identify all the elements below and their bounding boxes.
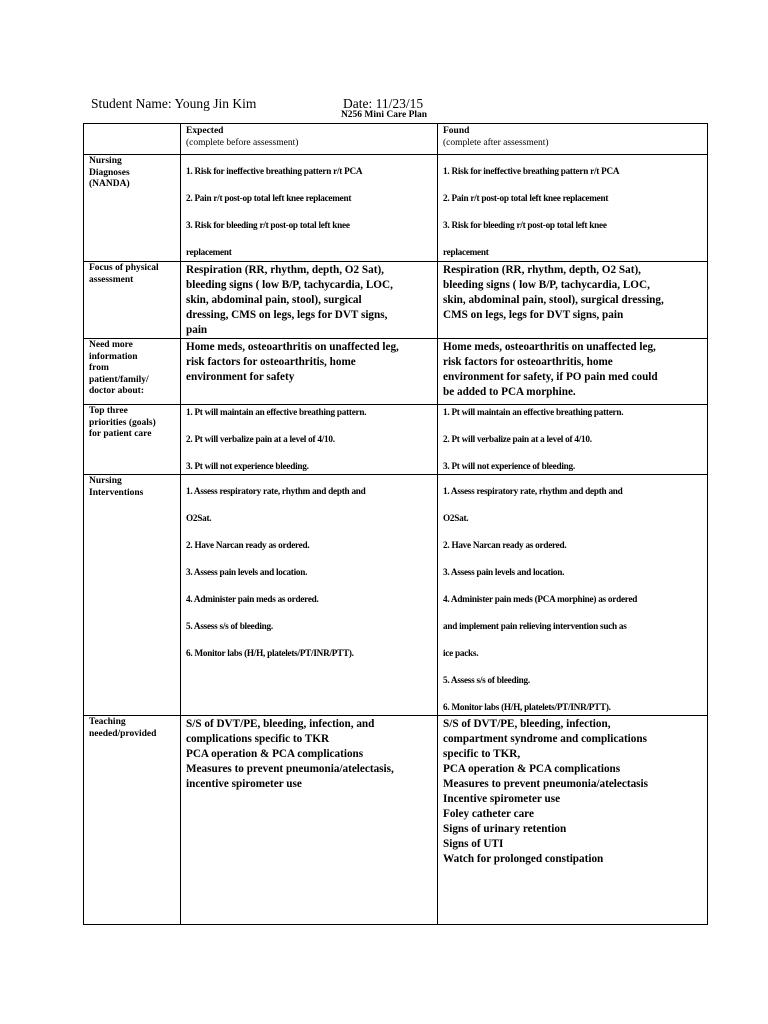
text-line: [186, 179, 433, 193]
text-line: [443, 179, 703, 193]
text-line: 2. Have Narcan ready as ordered.: [443, 540, 567, 550]
expected-column-note: (complete before assessment): [186, 138, 299, 148]
document-title: N256 Mini Care Plan: [340, 110, 428, 120]
row-label-line: Teaching: [89, 717, 126, 727]
text-line: PCA operation & PCA complications: [443, 763, 621, 775]
text-line: ice packs.: [443, 648, 479, 658]
row-label-line: priorities (goals): [89, 417, 156, 428]
text-line: 2. Pt will verbalize pain at a level of 4/10.: [443, 434, 592, 444]
text-line: Signs of urinary retention: [443, 823, 567, 835]
text-line: 1. Risk for ineffective breathing pattern r/t PCA: [186, 166, 363, 176]
text-line: Measures to prevent pneumonia/atelectasis: [443, 778, 648, 790]
text-line: bleeding signs ( low B/P, tachycardia, LOC,: [186, 279, 393, 291]
text-line: [443, 634, 703, 648]
text-line: [443, 206, 703, 220]
text-line: incentive spirometer use: [186, 778, 302, 790]
text-line: 2. Pain r/t post-op total left knee replacement: [443, 193, 609, 203]
text-line: Foley catheter care: [443, 808, 534, 820]
top-three-priorities-label: [84, 405, 181, 475]
text-line: replacement: [186, 247, 232, 257]
text-line: 5. Assess s/s of bleeding.: [443, 675, 530, 685]
text-line: [186, 233, 433, 247]
corner-cell: [84, 124, 181, 155]
text-line: 6. Monitor labs (H/H, platelets/PT/INR/PTT).: [443, 702, 611, 712]
text-line: Respiration (RR, rhythm, depth, O2 Sat),: [186, 264, 384, 276]
row-label-line: Focus of physical: [89, 263, 159, 273]
text-line: 1. Pt will maintain an effective breathing pattern.: [443, 407, 624, 417]
date-field: Date: 11/23/15: [343, 96, 424, 111]
text-line: [186, 420, 433, 434]
text-line: dressing, CMS on legs, legs for DVT signs,: [186, 309, 388, 321]
text-line: skin, abdominal pain, stool), surgical: [186, 294, 362, 306]
top-three-priorities-found-cell: [438, 405, 708, 475]
text-line: [443, 447, 703, 461]
text-line: [186, 553, 433, 567]
student-name: Student Name: Young Jin Kim: [91, 96, 257, 111]
teaching-needed-provided-expected-cell: [181, 716, 438, 925]
text-line: 2. Pain r/t post-op total left knee replacement: [186, 193, 352, 203]
text-line: Incentive spirometer use: [443, 793, 561, 805]
text-line: skin, abdominal pain, stool), surgical dressing,: [443, 294, 664, 306]
found-column-note: (complete after assessment): [443, 138, 549, 148]
row-label-line: (NANDA): [89, 179, 130, 189]
text-line: [443, 233, 703, 247]
text-line: Measures to prevent pneumonia/atelectasis,: [186, 763, 394, 775]
expected-column-header: [181, 124, 438, 155]
need-more-information-row: [84, 339, 708, 405]
text-line: S/S of DVT/PE, bleeding, infection,: [443, 718, 611, 730]
row-label-line: patient/family/: [89, 374, 149, 385]
text-line: 1. Assess respiratory rate, rhythm and depth and: [443, 486, 623, 496]
text-line: 3. Risk for bleeding r/t post-op total left knee: [443, 220, 607, 230]
need-more-information-found-cell: [438, 339, 708, 405]
text-line: 2. Have Narcan ready as ordered.: [186, 540, 310, 550]
text-line: 3. Risk for bleeding r/t post-op total left knee: [186, 220, 350, 230]
text-line: [186, 499, 433, 513]
text-line: 1. Risk for ineffective breathing pattern r/t PCA: [443, 166, 620, 176]
found-column-title: Found: [443, 126, 470, 136]
teaching-needed-provided-found-cell: [438, 716, 708, 925]
need-more-information-label: [84, 339, 181, 405]
text-line: O2Sat.: [186, 513, 212, 523]
text-line: replacement: [443, 247, 489, 257]
text-line: Signs of UTI: [443, 838, 504, 850]
expected-column-title: Expected: [186, 126, 224, 136]
text-line: pain: [186, 324, 208, 336]
text-line: environment for safety, if PO pain med could: [443, 371, 658, 383]
teaching-needed-provided-row: [84, 716, 708, 925]
text-line: 4. Administer pain meds (PCA morphine) as ordered: [443, 594, 638, 604]
focus-of-physical-assessment-found-cell: [438, 262, 708, 339]
text-line: [186, 206, 433, 220]
need-more-information-expected-cell: [181, 339, 438, 405]
column-header-row: [84, 124, 708, 155]
text-line: environment for safety: [186, 371, 295, 383]
nursing-interventions-label: [84, 475, 181, 716]
text-line: O2Sat.: [443, 513, 469, 523]
focus-of-physical-assessment-expected-cell: [181, 262, 438, 339]
row-label-line: information: [89, 351, 138, 362]
text-line: and implement pain relieving intervention such as: [443, 621, 627, 631]
text-line: [443, 607, 703, 621]
focus-of-physical-assessment-label: [84, 262, 181, 339]
row-label-line: doctor about:: [89, 386, 144, 396]
nursing-interventions-found-cell: [438, 475, 708, 716]
text-line: [443, 661, 703, 675]
text-line: Home meds, osteoarthritis on unaffected leg,: [186, 341, 399, 353]
row-label-line: from: [89, 363, 109, 373]
nursing-interventions-expected-cell: [181, 475, 438, 716]
text-line: CMS on legs, legs for DVT signs, pain: [443, 309, 624, 321]
text-line: 1. Pt will maintain an effective breathing pattern.: [186, 407, 367, 417]
row-label-line: Diagnoses: [89, 167, 130, 178]
nursing-diagnoses-found-cell: [438, 155, 708, 262]
text-line: 1. Assess respiratory rate, rhythm and depth and: [186, 486, 366, 496]
text-line: 4. Administer pain meds as ordered.: [186, 594, 319, 604]
text-line: [186, 447, 433, 461]
text-line: [443, 526, 703, 540]
nursing-diagnoses-row: [84, 155, 708, 262]
text-line: PCA operation & PCA complications: [186, 748, 364, 760]
top-three-priorities-row: [84, 405, 708, 475]
row-label-line: Nursing: [89, 156, 122, 166]
text-line: 3. Assess pain levels and location.: [443, 567, 565, 577]
text-line: 3. Pt will not experience bleeding.: [186, 461, 309, 471]
text-line: [186, 634, 433, 648]
text-line: [186, 526, 433, 540]
text-line: risk factors for osteoarthritis, home: [443, 356, 613, 368]
text-line: [443, 580, 703, 594]
text-line: [443, 499, 703, 513]
top-three-priorities-expected-cell: [181, 405, 438, 475]
text-line: S/S of DVT/PE, bleeding, infection, and: [186, 718, 375, 730]
text-line: [443, 688, 703, 702]
text-line: bleeding signs ( low B/P, tachycardia, LOC,: [443, 279, 650, 291]
row-label-line: Interventions: [89, 487, 144, 498]
text-line: 3. Assess pain levels and location.: [186, 567, 308, 577]
text-line: complications specific to TKR: [186, 733, 330, 745]
care-plan-table: [83, 123, 708, 925]
text-line: 5. Assess s/s of bleeding.: [186, 621, 273, 631]
text-line: [443, 553, 703, 567]
text-line: Respiration (RR, rhythm, depth, O2 Sat),: [443, 264, 641, 276]
row-label-line: Nursing: [89, 476, 122, 486]
row-label-line: Need more: [89, 340, 133, 350]
row-label-line: for patient care: [89, 429, 152, 439]
row-label-line: Top three: [89, 406, 128, 416]
focus-of-physical-assessment-row: [84, 262, 708, 339]
text-line: Home meds, osteoarthritis on unaffected leg,: [443, 341, 656, 353]
nursing-interventions-row: [84, 475, 708, 716]
text-line: compartment syndrome and complications: [443, 733, 647, 745]
text-line: 6. Monitor labs (H/H, platelets/PT/INR/PTT).: [186, 648, 354, 658]
text-line: specific to TKR,: [443, 748, 521, 760]
row-label-line: assessment: [89, 274, 134, 285]
row-label-line: needed/provided: [89, 728, 157, 739]
text-line: risk factors for osteoarthritis, home: [186, 356, 356, 368]
text-line: Watch for prolonged constipation: [443, 853, 604, 865]
text-line: [443, 420, 703, 434]
found-column-header: [438, 124, 708, 155]
text-line: be added to PCA morphine.: [443, 386, 576, 398]
text-line: [186, 607, 433, 621]
teaching-needed-provided-label: [84, 716, 181, 925]
nursing-diagnoses-expected-cell: [181, 155, 438, 262]
text-line: [186, 580, 433, 594]
nursing-diagnoses-label: [84, 155, 181, 262]
text-line: 3. Pt will not experience of bleeding.: [443, 461, 575, 471]
text-line: 2. Pt will verbalize pain at a level of 4/10.: [186, 434, 335, 444]
